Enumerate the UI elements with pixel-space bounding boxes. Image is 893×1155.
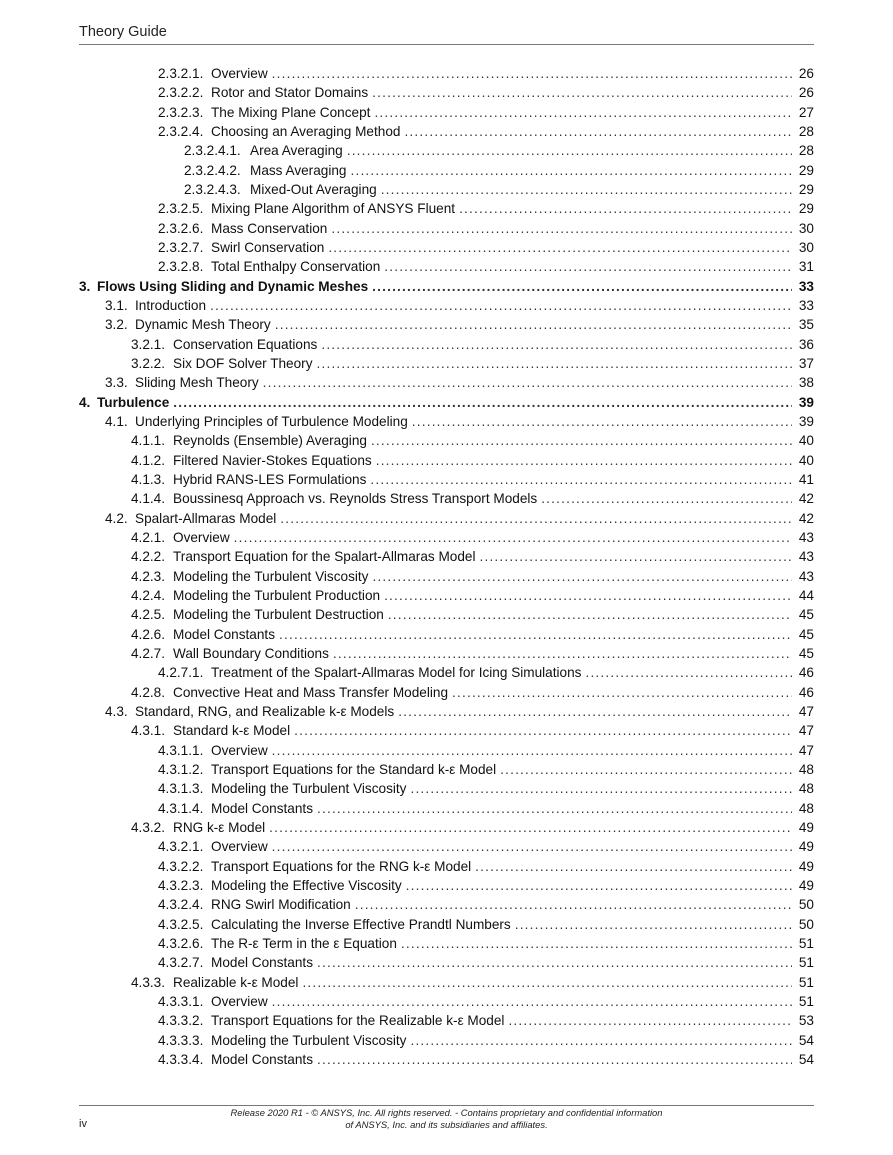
toc-entry-title: The Mixing Plane Concept bbox=[211, 104, 371, 120]
toc-dot-leader bbox=[234, 530, 792, 545]
toc-entry[interactable] bbox=[158, 240, 814, 259]
toc-entry[interactable] bbox=[158, 1033, 814, 1052]
toc-entry-number: 3. bbox=[79, 278, 91, 294]
toc-entry-title: The R-ε Term in the ε Equation bbox=[211, 935, 397, 951]
toc-dot-leader bbox=[272, 839, 792, 854]
toc-entry-number: 3.2. bbox=[105, 317, 128, 333]
toc-entry[interactable] bbox=[131, 646, 814, 665]
toc-entry-page: 49 bbox=[798, 819, 814, 835]
toc-entry-page: 29 bbox=[798, 201, 814, 217]
toc-dot-leader bbox=[328, 240, 792, 255]
toc-entry-number: 4.3.1.2. bbox=[158, 761, 204, 777]
toc-entry[interactable] bbox=[105, 317, 814, 336]
toc-entry[interactable] bbox=[131, 472, 814, 491]
toc-entry-number: 4.2.6. bbox=[131, 626, 166, 642]
toc-entry-number: 4.3.1. bbox=[131, 723, 166, 739]
toc-entry-page: 50 bbox=[798, 897, 814, 913]
toc-dot-leader bbox=[355, 897, 792, 912]
toc-entry[interactable] bbox=[105, 511, 814, 530]
toc-entry-number: 4.3.1.4. bbox=[158, 800, 204, 816]
toc-dot-leader bbox=[302, 975, 792, 990]
toc-dot-leader bbox=[371, 433, 792, 448]
toc-entry-title: Spalart-Allmaras Model bbox=[135, 510, 277, 526]
toc-dot-leader bbox=[317, 1052, 792, 1067]
toc-entry-title: Model Constants bbox=[211, 955, 314, 971]
toc-entry-page: 48 bbox=[798, 761, 814, 777]
toc-entry-title: Sliding Mesh Theory bbox=[135, 375, 259, 391]
toc-entry[interactable] bbox=[158, 1052, 814, 1071]
toc-entry[interactable] bbox=[158, 1013, 814, 1032]
running-header bbox=[79, 24, 814, 45]
toc-entry-page: 46 bbox=[798, 665, 814, 681]
toc-dot-leader bbox=[585, 665, 792, 680]
toc-entry-page: 51 bbox=[798, 974, 814, 990]
toc-entry-title: RNG Swirl Modification bbox=[211, 897, 351, 913]
toc-dot-leader bbox=[317, 801, 792, 816]
toc-entry-title: Six DOF Solver Theory bbox=[173, 355, 313, 371]
toc-entry-number: 4.1.4. bbox=[131, 491, 166, 507]
toc-dot-leader bbox=[515, 917, 792, 932]
toc-entry-page: 48 bbox=[798, 781, 814, 797]
toc-entry-number: 2.3.2.1. bbox=[158, 66, 204, 81]
toc-entry[interactable] bbox=[158, 762, 814, 781]
toc-entry[interactable] bbox=[79, 279, 814, 298]
toc-entry-number: 4.3.3.3. bbox=[158, 1032, 204, 1048]
toc-entry-number: 4.2.8. bbox=[131, 684, 166, 700]
toc-entry-number: 2.3.2.5. bbox=[158, 201, 204, 217]
toc-dot-leader bbox=[370, 472, 792, 487]
toc-entry-title: Conservation Equations bbox=[173, 336, 318, 352]
toc-dot-leader bbox=[372, 85, 792, 100]
toc-entry-page: 30 bbox=[798, 220, 814, 236]
toc-entry-number: 2.3.2.4.3. bbox=[184, 181, 241, 197]
toc-entry-number: 3.2.1. bbox=[131, 336, 166, 352]
toc-entry[interactable] bbox=[131, 356, 814, 375]
toc-entry-page: 28 bbox=[798, 143, 814, 159]
toc-dot-leader bbox=[404, 124, 792, 139]
toc-dot-leader bbox=[388, 607, 792, 622]
toc-entry[interactable] bbox=[131, 569, 814, 588]
toc-entry-page: 54 bbox=[798, 1032, 814, 1048]
toc-entry-page: 53 bbox=[798, 1013, 814, 1029]
toc-entry-title: Swirl Conservation bbox=[211, 239, 325, 255]
footer-copyright bbox=[150, 1107, 743, 1131]
toc-dot-leader bbox=[347, 143, 792, 158]
toc-entry-title: Modeling the Turbulent Production bbox=[173, 587, 381, 603]
toc-entry-number: 3.1. bbox=[105, 297, 128, 313]
toc-entry-page: 36 bbox=[798, 336, 814, 352]
toc-dot-leader bbox=[374, 105, 792, 120]
toc-entry-title: Modeling the Turbulent Viscosity bbox=[173, 568, 369, 584]
toc-entry-page: 45 bbox=[798, 626, 814, 642]
toc-entry[interactable] bbox=[158, 259, 814, 278]
page-number: iv bbox=[79, 1118, 87, 1130]
toc-entry-page: 48 bbox=[798, 800, 814, 816]
toc-entry-page: 47 bbox=[798, 723, 814, 739]
toc-entry-number: 4.2.7.1. bbox=[158, 665, 204, 681]
toc-entry[interactable] bbox=[131, 588, 814, 607]
toc-entry[interactable] bbox=[131, 607, 814, 626]
toc-entry-page: 33 bbox=[798, 278, 814, 294]
toc-dot-leader bbox=[272, 66, 792, 81]
toc-entry[interactable] bbox=[158, 917, 814, 936]
toc-entry[interactable] bbox=[158, 124, 814, 143]
toc-entry-page: 50 bbox=[798, 916, 814, 932]
toc-entry[interactable] bbox=[131, 453, 814, 472]
toc-entry[interactable] bbox=[158, 994, 814, 1013]
toc-entry-title: Model Constants bbox=[211, 1051, 314, 1067]
toc-entry[interactable] bbox=[105, 375, 814, 394]
toc-entry-title: Convective Heat and Mass Transfer Modeling bbox=[173, 684, 449, 700]
toc-entry[interactable] bbox=[158, 201, 814, 220]
toc-entry[interactable] bbox=[131, 685, 814, 704]
toc-entry-number: 4.3.3.1. bbox=[158, 993, 204, 1009]
toc-entry-title: Standard k-ε Model bbox=[173, 723, 291, 739]
toc-entry[interactable] bbox=[158, 85, 814, 104]
toc-entry-page: 51 bbox=[798, 955, 814, 971]
toc-entry-page: 49 bbox=[798, 877, 814, 893]
toc-entry-title: Underlying Principles of Turbulence Modeling bbox=[135, 413, 408, 429]
toc-entry-number: 4.3.2.1. bbox=[158, 839, 204, 855]
toc-entry[interactable] bbox=[158, 781, 814, 800]
toc-entry[interactable] bbox=[184, 143, 814, 162]
toc-dot-leader bbox=[372, 569, 792, 584]
toc-dot-leader bbox=[541, 491, 792, 506]
toc-entry-title: Mass Averaging bbox=[250, 162, 347, 178]
toc-dot-leader bbox=[475, 859, 792, 874]
toc-entry[interactable] bbox=[158, 859, 814, 878]
toc-entry-number: 3.3. bbox=[105, 375, 128, 391]
toc-entry-number: 4.3.2.6. bbox=[158, 935, 204, 951]
toc-entry-number: 4.3.2. bbox=[131, 819, 166, 835]
toc-dot-leader bbox=[173, 395, 792, 410]
toc-dot-leader bbox=[317, 955, 792, 970]
toc-entry-title: Turbulence bbox=[97, 394, 170, 410]
toc-dot-leader bbox=[401, 936, 792, 951]
toc-entry-page: 43 bbox=[798, 549, 814, 565]
toc-dot-leader bbox=[508, 1013, 792, 1028]
toc-entry-page: 44 bbox=[798, 587, 814, 603]
toc-entry[interactable] bbox=[131, 549, 814, 568]
toc-entry-page: 43 bbox=[798, 529, 814, 545]
toc-dot-leader bbox=[210, 298, 792, 313]
toc-entry-page: 42 bbox=[798, 510, 814, 526]
toc-dot-leader bbox=[500, 762, 792, 777]
toc-entry-page: 45 bbox=[798, 645, 814, 661]
toc-entry-number: 4.1. bbox=[105, 413, 128, 429]
toc-entry-number: 4.2.3. bbox=[131, 568, 166, 584]
toc-entry-number: 4.2.4. bbox=[131, 587, 166, 603]
toc-entry-number: 4.3.2.4. bbox=[158, 897, 204, 913]
toc-entry-number: 2.3.2.2. bbox=[158, 85, 204, 101]
toc-entry-page: 49 bbox=[798, 858, 814, 874]
toc-entry[interactable] bbox=[184, 163, 814, 182]
toc-dot-leader bbox=[479, 549, 792, 564]
toc-entry-number: 4.1.1. bbox=[131, 433, 166, 449]
toc-entry-title: Standard, RNG, and Realizable k-ε Models bbox=[135, 703, 395, 719]
toc-entry-number: 2.3.2.8. bbox=[158, 259, 204, 275]
toc-dot-leader bbox=[279, 627, 792, 642]
toc-entry[interactable] bbox=[158, 839, 814, 858]
toc-entry[interactable] bbox=[79, 395, 814, 414]
toc-entry[interactable] bbox=[131, 433, 814, 452]
toc-entry-number: 4.2.2. bbox=[131, 549, 166, 565]
header-title: Theory Guide bbox=[79, 24, 167, 40]
toc-entry-title: Treatment of the Spalart-Allmaras Model for Icing Simulations bbox=[211, 665, 582, 681]
toc-entry-number: 4.2.7. bbox=[131, 645, 166, 661]
toc-entry-number: 4.1.3. bbox=[131, 471, 166, 487]
toc-entry-page: 37 bbox=[798, 355, 814, 371]
toc-entry-page: 38 bbox=[798, 375, 814, 391]
toc-entry-title: Choosing an Averaging Method bbox=[211, 123, 401, 139]
toc-entry-title: Overview bbox=[211, 839, 268, 855]
toc-entry-title: Mass Conservation bbox=[211, 220, 328, 236]
toc-entry-number: 2.3.2.4.2. bbox=[184, 162, 241, 178]
toc-entry-page: 33 bbox=[798, 297, 814, 313]
toc-entry-number: 4.3.1.3. bbox=[158, 781, 204, 797]
toc-entry-number: 3.2.2. bbox=[131, 355, 166, 371]
toc-entry-title: Model Constants bbox=[211, 800, 314, 816]
toc-entry-page: 26 bbox=[798, 85, 814, 101]
toc-dot-leader bbox=[269, 820, 792, 835]
toc-dot-leader bbox=[410, 1033, 792, 1048]
toc-entry-title: Modeling the Effective Viscosity bbox=[211, 877, 402, 893]
toc-entry-number: 4.3. bbox=[105, 703, 128, 719]
toc-entry-title: Modeling the Turbulent Viscosity bbox=[211, 781, 407, 797]
toc-entry-number: 4.3.3.4. bbox=[158, 1051, 204, 1067]
toc-entry[interactable] bbox=[131, 723, 814, 742]
toc-entry-number: 4.2.1. bbox=[131, 529, 166, 545]
toc-entry-number: 4.3.2.2. bbox=[158, 858, 204, 874]
toc-entry-number: 4. bbox=[79, 394, 91, 410]
toc-entry-title: Reynolds (Ensemble) Averaging bbox=[173, 433, 367, 449]
toc-entry-title: Overview bbox=[211, 66, 268, 81]
toc-dot-leader bbox=[275, 317, 792, 332]
toc-entry[interactable] bbox=[158, 105, 814, 124]
toc-entry[interactable] bbox=[158, 221, 814, 240]
toc-dot-leader bbox=[406, 878, 792, 893]
toc-entry-number: 4.3.1.1. bbox=[158, 742, 204, 758]
toc-entry[interactable] bbox=[158, 936, 814, 955]
toc-entry[interactable] bbox=[158, 665, 814, 684]
toc-entry-title: Overview bbox=[211, 993, 268, 1009]
toc-dot-leader bbox=[272, 743, 792, 758]
toc-entry-page: 47 bbox=[798, 742, 814, 758]
toc-entry-page: 45 bbox=[798, 607, 814, 623]
toc-entry-page: 29 bbox=[798, 181, 814, 197]
toc-entry-title: Model Constants bbox=[173, 626, 276, 642]
toc-dot-leader bbox=[321, 337, 792, 352]
toc-dot-leader bbox=[280, 511, 792, 526]
toc-entry[interactable] bbox=[158, 743, 814, 762]
toc-dot-leader bbox=[333, 646, 792, 661]
toc-entry-title: Wall Boundary Conditions bbox=[173, 645, 329, 661]
toc-entry-title: Modeling the Turbulent Destruction bbox=[173, 607, 384, 623]
toc-entry[interactable] bbox=[131, 975, 814, 994]
toc-entry[interactable] bbox=[158, 66, 814, 85]
toc-entry-page: 30 bbox=[798, 239, 814, 255]
toc-entry[interactable] bbox=[105, 298, 814, 317]
toc-dot-leader bbox=[410, 781, 792, 796]
toc-entry[interactable] bbox=[131, 530, 814, 549]
toc-entry-title: Overview bbox=[173, 529, 230, 545]
toc-entry-page: 51 bbox=[798, 935, 814, 951]
toc-entry-title: Realizable k-ε Model bbox=[173, 974, 299, 990]
toc-dot-leader bbox=[317, 356, 792, 371]
toc-entry-number: 2.3.2.4.1. bbox=[184, 143, 241, 159]
toc-entry-number: 4.1.2. bbox=[131, 452, 166, 468]
toc-dot-leader bbox=[272, 994, 792, 1009]
toc-dot-leader bbox=[263, 375, 792, 390]
toc-entry[interactable] bbox=[158, 955, 814, 974]
toc-entry-number: 2.3.2.7. bbox=[158, 239, 204, 255]
toc-entry-page: 46 bbox=[798, 684, 814, 700]
toc-entry-title: Transport Equations for the Standard k-ε Model bbox=[211, 761, 497, 777]
toc-entry-page: 54 bbox=[798, 1051, 814, 1067]
toc-entry-title: Total Enthalpy Conservation bbox=[211, 259, 381, 275]
toc-entry-page: 39 bbox=[798, 413, 814, 429]
toc-dot-leader bbox=[376, 453, 792, 468]
toc-entry[interactable] bbox=[158, 801, 814, 820]
toc-dot-leader bbox=[459, 201, 792, 216]
toc-entry-number: 4.2. bbox=[105, 510, 128, 526]
toc-entry-title: Transport Equation for the Spalart-Allmaras Model bbox=[173, 549, 476, 565]
toc-entry-title: Transport Equations for the Realizable k-ε Model bbox=[211, 1013, 505, 1029]
toc-entry-number: 4.3.2.3. bbox=[158, 877, 204, 893]
toc-entry[interactable] bbox=[184, 182, 814, 201]
toc-entry-page: 49 bbox=[798, 839, 814, 855]
footer-divider bbox=[79, 1105, 814, 1106]
toc-entry-number: 2.3.2.4. bbox=[158, 123, 204, 139]
toc-entry[interactable] bbox=[131, 491, 814, 510]
toc-dot-leader bbox=[384, 259, 792, 274]
toc-entry-title: Flows Using Sliding and Dynamic Meshes bbox=[97, 278, 369, 294]
toc-entry[interactable] bbox=[158, 878, 814, 897]
toc-entry-number: 4.3.2.5. bbox=[158, 916, 204, 932]
toc-dot-leader bbox=[412, 414, 792, 429]
toc-entry-page: 26 bbox=[798, 66, 814, 81]
toc-entry-title: Overview bbox=[211, 742, 268, 758]
toc-entry[interactable] bbox=[158, 897, 814, 916]
toc-entry-title: Modeling the Turbulent Viscosity bbox=[211, 1032, 407, 1048]
toc-entry-title: Hybrid RANS-LES Formulations bbox=[173, 471, 367, 487]
toc-entry-page: 28 bbox=[798, 123, 814, 139]
toc-entry-number: 4.3.3.2. bbox=[158, 1013, 204, 1029]
toc-entry-title: Dynamic Mesh Theory bbox=[135, 317, 271, 333]
toc-entry-title: Filtered Navier-Stokes Equations bbox=[173, 452, 372, 468]
toc-dot-leader bbox=[331, 221, 792, 236]
toc-entry-page: 39 bbox=[798, 394, 814, 410]
toc-dot-leader bbox=[384, 588, 792, 603]
toc-entry[interactable] bbox=[131, 820, 814, 839]
toc-entry-page: 41 bbox=[798, 471, 814, 487]
toc-entry-number: 4.3.2.7. bbox=[158, 955, 204, 971]
toc-entry-page: 43 bbox=[798, 568, 814, 584]
toc-entry[interactable] bbox=[105, 414, 814, 433]
toc-entry-title: Transport Equations for the RNG k-ε Model bbox=[211, 858, 472, 874]
toc-entry-title: Area Averaging bbox=[250, 143, 343, 159]
toc-entry[interactable] bbox=[105, 704, 814, 723]
toc-dot-leader bbox=[452, 685, 792, 700]
toc-entry-title: Rotor and Stator Domains bbox=[211, 85, 369, 101]
toc-entry-page: 47 bbox=[798, 703, 814, 719]
toc-entry-title: RNG k-ε Model bbox=[173, 819, 266, 835]
toc-dot-leader bbox=[381, 182, 792, 197]
toc-dot-leader bbox=[350, 163, 792, 178]
toc-entry-page: 35 bbox=[798, 317, 814, 333]
toc-dot-leader bbox=[294, 723, 792, 738]
toc-entry[interactable] bbox=[131, 337, 814, 356]
toc-entry-number: 2.3.2.3. bbox=[158, 104, 204, 120]
toc-entry-page: 29 bbox=[798, 162, 814, 178]
toc-entry-page: 40 bbox=[798, 452, 814, 468]
toc-entry-page: 51 bbox=[798, 993, 814, 1009]
toc-entry-number: 4.2.5. bbox=[131, 607, 166, 623]
toc-entry-title: Introduction bbox=[135, 297, 207, 313]
toc-entry-page: 42 bbox=[798, 491, 814, 507]
toc-dot-leader bbox=[372, 279, 792, 294]
toc-entry-number: 4.3.3. bbox=[131, 974, 166, 990]
toc-dot-leader bbox=[398, 704, 792, 719]
toc-entry-title: Calculating the Inverse Effective Prandtl Numbers bbox=[211, 916, 511, 932]
toc-entry-number: 2.3.2.6. bbox=[158, 220, 204, 236]
footer-copyright-line-2: of ANSYS, Inc. and its subsidiaries and affiliates. bbox=[345, 1119, 548, 1130]
toc-entry-page: 40 bbox=[798, 433, 814, 449]
toc-entry-title: Mixed-Out Averaging bbox=[250, 181, 377, 197]
toc-entry[interactable] bbox=[131, 627, 814, 646]
toc-entry-page: 27 bbox=[798, 104, 814, 120]
footer-copyright-line-1: Release 2020 R1 - © ANSYS, Inc. All rights reserved. - Contains proprietary and confidential information bbox=[230, 1107, 663, 1118]
toc-entry-title: Mixing Plane Algorithm of ANSYS Fluent bbox=[211, 201, 456, 217]
toc-entry-page: 31 bbox=[798, 259, 814, 275]
toc-entry-title: Boussinesq Approach vs. Reynolds Stress Transport Models bbox=[173, 491, 538, 507]
